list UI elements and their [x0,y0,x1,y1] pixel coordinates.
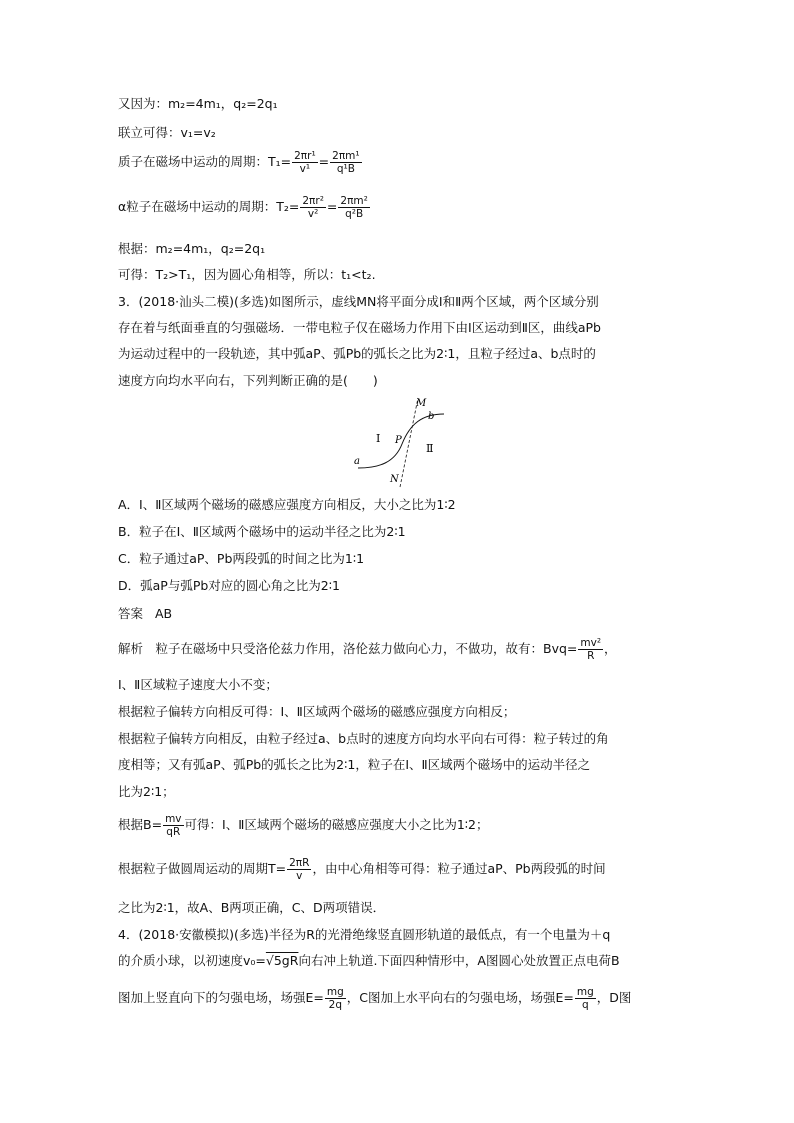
fraction-denominator: q¹B [336,163,355,175]
text-line: 根据：m₂=4m₁，q₂=2q₁ [118,241,266,256]
question-3-stem: 存在着与纸面垂直的匀强磁场．一带电粒子仅在磁场力作用下由Ⅰ区运动到Ⅱ区，曲线aPb [118,320,601,335]
fraction-denominator: 2q [328,999,342,1011]
label-N: N [390,474,399,485]
text-line: 联立可得：v₁=v₂ [118,125,216,140]
option-b: B．粒子在Ⅰ、Ⅱ区域两个磁场中的运动半径之比为2∶1 [118,524,406,539]
fraction-numerator: 2πr² [302,195,324,207]
analysis-line: 根据粒子偏转方向相反可得：Ⅰ、Ⅱ区域两个磁场的磁感应强度方向相反； [118,704,516,719]
question-4-stem [118,953,620,969]
text-segment: 根据B= [118,817,163,832]
fraction-denominator: R [587,650,595,662]
analysis-line: 比为2∶1； [118,784,175,799]
fraction-numerator: 2πr¹ [294,150,316,162]
fraction [575,986,596,1011]
fraction-denominator: v [296,870,303,882]
fraction-denominator: q [582,999,589,1011]
fraction-numerator: 2πm¹ [332,150,360,162]
fraction [338,195,369,220]
analysis-line [118,813,489,838]
sqrt-expression: √5gR [265,953,299,968]
analysis-line: 度相等；又有弧aP、弧Pb的弧长之比为2∶1，粒子在Ⅰ、Ⅱ区域两个磁场中的运动半径之 [118,757,591,772]
text-segment: 向右冲上轨道.下面四种情形中，A图圆心处放置正点电荷B [298,953,620,968]
formula-line [118,150,363,175]
answer-value: AB [154,606,173,621]
analysis-line: 根据粒子偏转方向相反，由粒子经过a、b点时的速度方向均水平向右可得：粒子转过的角 [118,731,609,746]
question-3-stem: 为运动过程中的一段轨迹，其中弧aP、弧Pb的弧长之比为2∶1，且粒子经过a、b点时的 [118,346,596,361]
label-P: P [395,435,402,446]
fraction [578,637,603,662]
analysis-line [118,857,606,882]
text-segment: 解析 粒子在磁场中只受洛伦兹力作用，洛伦兹力做向心力，不做功，故有：Bvq= [118,641,578,656]
fraction [300,195,326,220]
fraction-denominator: v¹ [299,163,311,175]
region-label-II: Ⅱ [426,442,434,455]
question-4-stem [118,986,631,1011]
equals-sign: = [326,199,338,214]
fraction [163,813,183,838]
analysis-line: Ⅰ、Ⅱ区域粒子速度大小不变； [118,677,278,692]
text-segment: α粒子在磁场中运动的周期：T₂= [118,199,300,214]
region-label-I: Ⅰ [376,432,381,445]
text-segment: ，由中心角相等可得：粒子通过aP、Pb两段弧的时间 [312,861,606,876]
label-M: M [416,398,427,409]
text-segment: 质子在磁场中运动的周期：T₁= [118,154,292,169]
text-segment: ，D图 [596,990,632,1005]
text-segment: 的介质小球，以初速度v₀= [118,953,266,968]
answer-label: 答案 [118,606,144,621]
label-a: a [354,456,360,467]
fraction [325,986,346,1011]
trajectory-figure [340,392,450,490]
fraction-numerator: mg [326,986,344,998]
fraction-numerator: 2πm² [340,195,368,207]
text-segment: 图加上竖直向下的匀强电场，场强E= [118,990,324,1005]
label-b: b [428,411,435,422]
equals-sign: = [318,154,330,169]
fraction-denominator: q²B [345,208,364,220]
text-line: 又因为：m₂=4m₁，q₂=2q₁ [118,96,278,111]
question-3-stem: 3．(2018·汕头二模)(多选)如图所示，虚线MN将平面分成Ⅰ和Ⅱ两个区域，两个区域分别 [118,294,599,309]
fraction-numerator: 2πR [289,857,310,869]
question-3-stem: 速度方向均水平向右，下列判断正确的是( ) [118,373,378,388]
text-segment: 根据粒子做圆周运动的周期T= [118,861,287,876]
fraction [292,150,318,175]
text-segment: 可得：Ⅰ、Ⅱ区域两个磁场的磁感应强度大小之比为1∶2； [184,817,489,832]
option-c: C．粒子通过aP、Pb两段弧的时间之比为1∶1 [118,551,365,566]
text-segment: ， [604,641,617,656]
fraction-numerator: mv² [580,637,602,649]
fraction-numerator: mg [576,986,594,998]
question-4-stem: 4．(2018·安徽模拟)(多选)半径为R的光滑绝缘竖直圆形轨道的最低点，有一个电量为＋q [118,927,611,942]
fraction-denominator: qR [166,826,181,838]
formula-line [118,195,371,220]
analysis-line [118,637,617,662]
fraction-denominator: v² [307,208,319,220]
fraction-numerator: mv [165,813,182,825]
option-d: D．弧aP与弧Pb对应的圆心角之比为2∶1 [118,578,340,593]
fraction [330,150,361,175]
option-a: A．Ⅰ、Ⅱ区域两个磁场的磁感应强度方向相反，大小之比为1∶2 [118,497,456,512]
fraction [287,857,311,882]
text-line: 可得：T₂>T₁，因为圆心角相等，所以：t₁<t₂. [118,267,376,282]
answer-line [118,606,172,622]
analysis-line: 之比为2∶1，故A、B两项正确，C、D两项错误． [118,900,386,915]
text-segment: ，C图加上水平向右的匀强电场，场强E= [346,990,574,1005]
